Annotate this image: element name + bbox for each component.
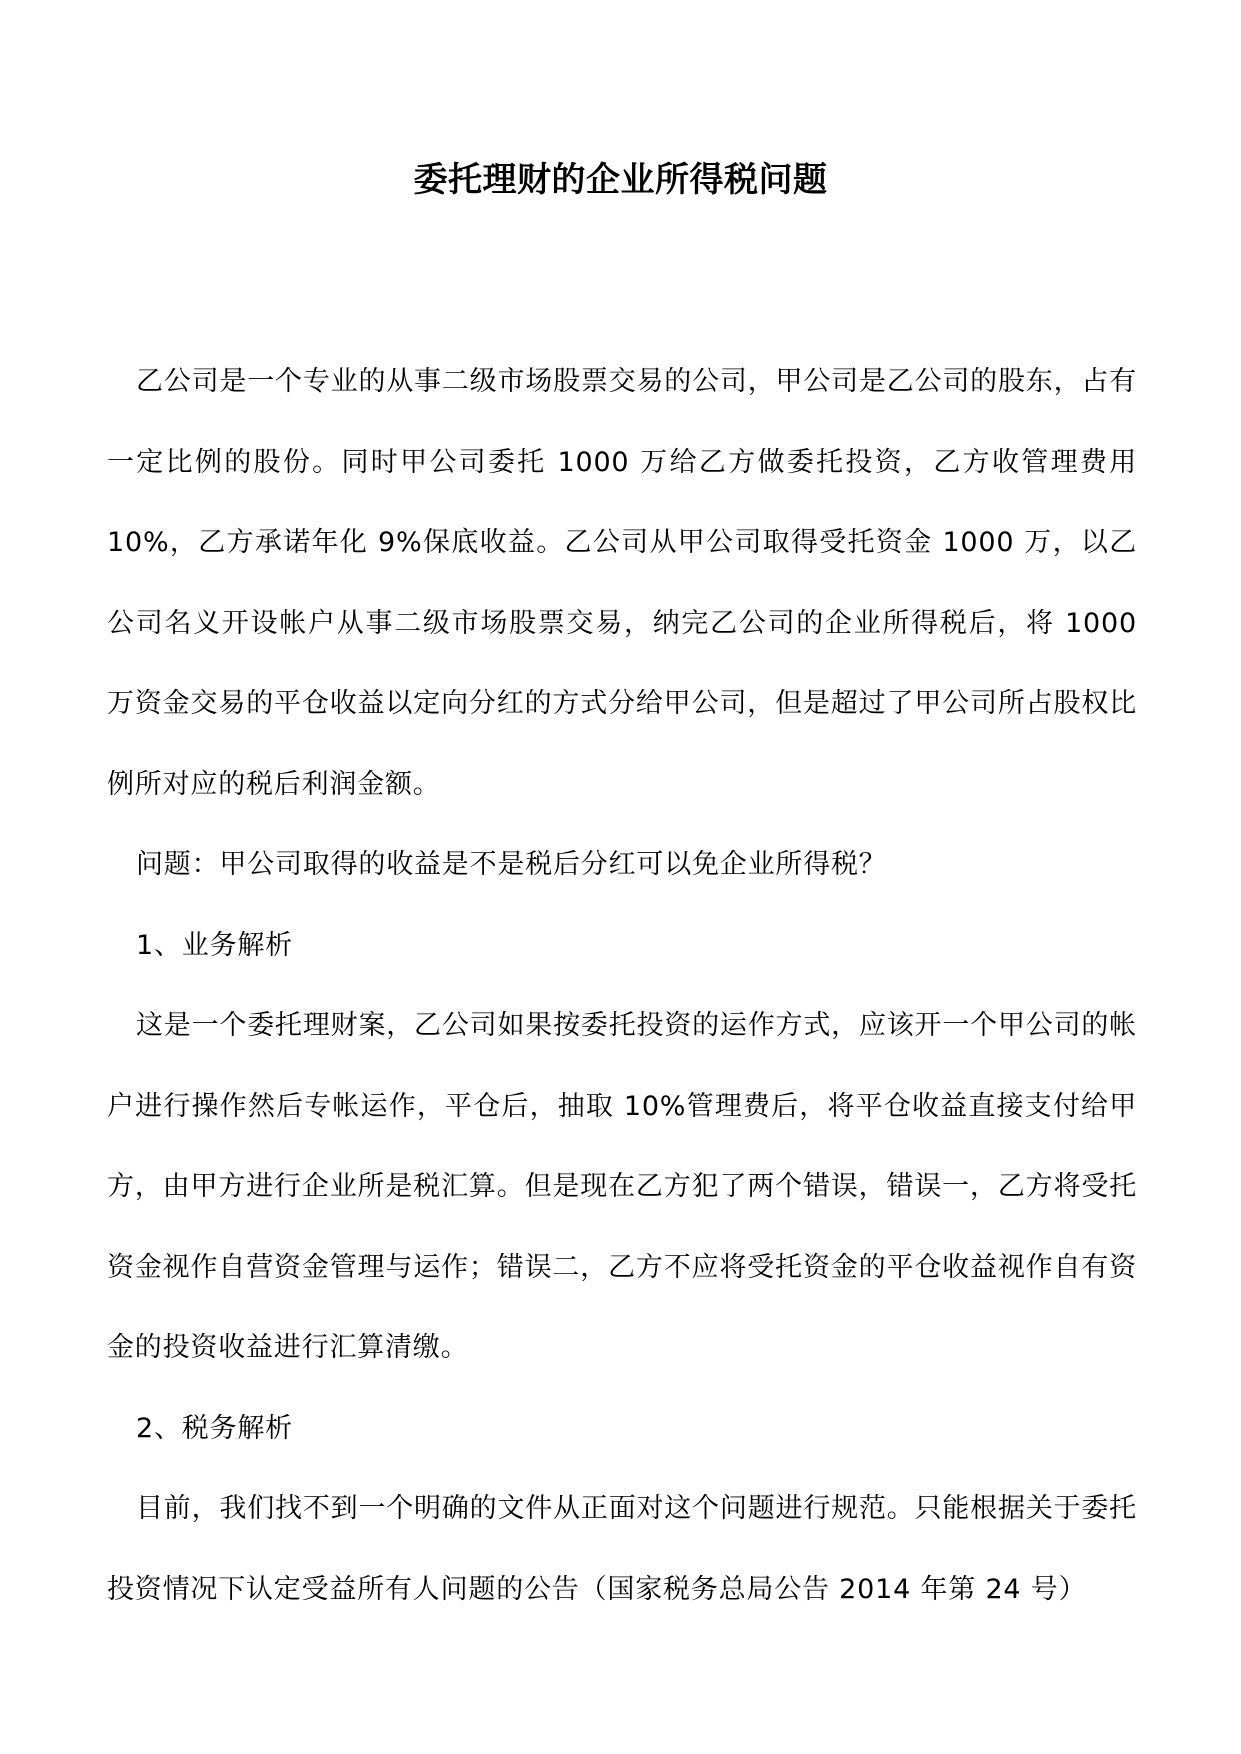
heading-tax-analysis: 2、税务解析: [136, 1412, 293, 1444]
document-body: [107, 342, 1137, 1630]
paragraph-question: 问题：甲公司取得的收益是不是税后分红可以免企业所得税？: [136, 849, 887, 880]
paragraph-business-analysis: 这是一个委托理财案，乙公司如果按委托投资的运作方式，应该开一个甲公司的帐户进行操作然后专帐运作，平仓后，抽取 10%管理费后，将平仓收益直接支付给甲方，由甲方进行企业所是税汇算。但是现在乙方犯了两个错误，错误一，乙方将受托资金视作自营资金管理与运作；错误二，乙方不应将受托资金的平仓收益视作自有资金的投资收益进行汇算清缴。: [107, 1010, 1137, 1363]
heading-business-analysis: 1、业务解析: [136, 929, 293, 961]
document-title: 委托理财的企业所得税问题: [413, 160, 828, 200]
paragraph-case-description: 乙公司是一个专业的从事二级市场股票交易的公司，甲公司是乙公司的股东，占有一定比例的股份。同时甲公司委托 1000 万给乙方做委托投资，乙方收管理费用 10%，乙方承诺年化 9%保底收益。乙公司从甲公司取得受托资金 1000 万，以乙公司名义开设帐户从事二级市场股票交易，纳完乙公司的企业所得税后，将 1000 万资金交易的平仓收益以定向分红的方式分给甲公司，但是超过了甲公司所占股权比例所对应的税后利润金额。: [107, 366, 1137, 800]
paragraph-tax-analysis: 目前，我们找不到一个明确的文件从正面对这个问题进行规范。只能根据关于委托投资情况下认定受益所有人问题的公告（国家税务总局公告 2014 年第 24 号）: [107, 1493, 1137, 1605]
